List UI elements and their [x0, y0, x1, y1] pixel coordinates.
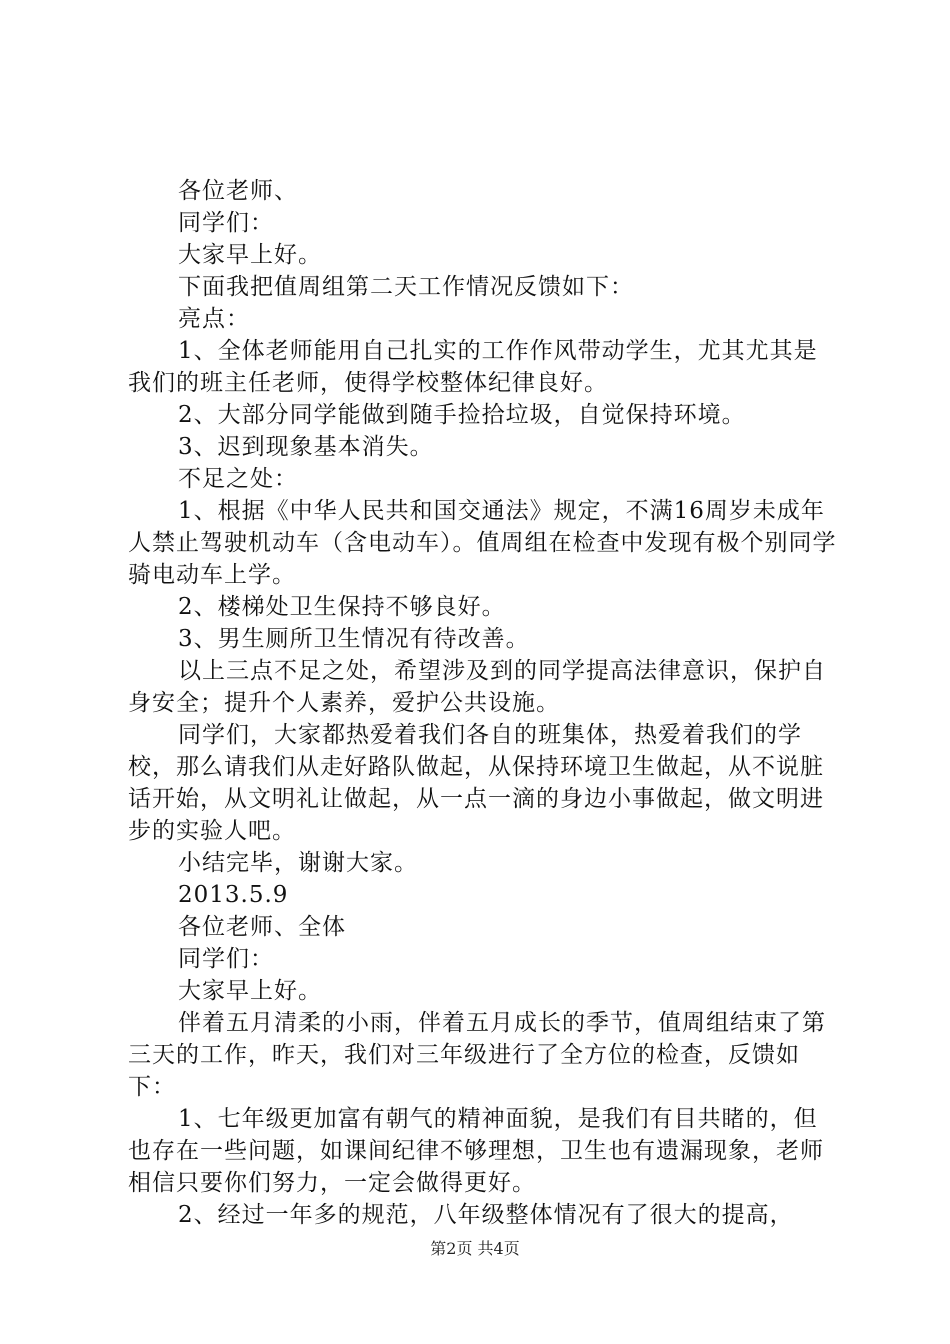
paragraph: 2、楼梯处卫生保持不够良好。 [178, 594, 506, 620]
paragraph: 各位老师、全体 [178, 914, 346, 940]
paragraph: 大家早上好。 [178, 978, 322, 1004]
paragraph: 同学们： [178, 210, 274, 236]
page-footer: 第2页 共4页 [430, 1239, 520, 1258]
paragraph: 各位老师、 [178, 178, 298, 204]
paragraph: 下面我把值周组第二天工作情况反馈如下： [178, 274, 634, 300]
paragraph: 3、男生厕所卫生情况有待改善。 [178, 626, 530, 652]
paragraph: 伴着五月清柔的小雨，伴着五月成长的季节，值周组结束了第三天的工作，昨天，我们对三年级进行了全方位的检查，反馈如下： [128, 1010, 826, 1100]
paragraph: 1、七年级更加富有朝气的精神面貌，是我们有目共睹的，但也存在一些问题，如课间纪律不够理想，卫生也有遗漏现象，老师相信只要你们努力，一定会做得更好。 [128, 1106, 824, 1196]
document-body [128, 175, 838, 1231]
paragraph: 3、迟到现象基本消失。 [178, 434, 434, 460]
paragraph: 2、经过一年多的规范，八年级整体情况有了很大的提高， [178, 1202, 794, 1228]
paragraph: 大家早上好。 [178, 242, 322, 268]
paragraph: 同学们： [178, 946, 274, 972]
paragraph: 1、全体老师能用自己扎实的工作作风带动学生，尤其尤其是我们的班主任老师，使得学校整体纪律良好。 [128, 338, 818, 396]
paragraph: 2、大部分同学能做到随手捡拾垃圾，自觉保持环境。 [178, 402, 746, 428]
paragraph: 亮点： [178, 306, 250, 332]
paragraph: 1、根据《中华人民共和国交通法》规定，不满16周岁未成年人禁止驾驶机动车（含电动车）。值周组在检查中发现有极个别同学骑电动车上学。 [128, 498, 837, 588]
paragraph: 以上三点不足之处，希望涉及到的同学提高法律意识，保护自身安全；提升个人素养，爱护公共设施。 [128, 658, 826, 716]
paragraph: 2013.5.9 [178, 882, 289, 908]
paragraph: 小结完毕，谢谢大家。 [178, 850, 418, 876]
paragraph: 不足之处： [178, 466, 298, 492]
paragraph: 同学们，大家都热爱着我们各自的班集体，热爱着我们的学校，那么请我们从走好路队做起，从保持环境卫生做起，从不说脏话开始，从文明礼让做起，从一点一滴的身边小事做起，做文明进步的实验人吧。 [128, 722, 824, 844]
